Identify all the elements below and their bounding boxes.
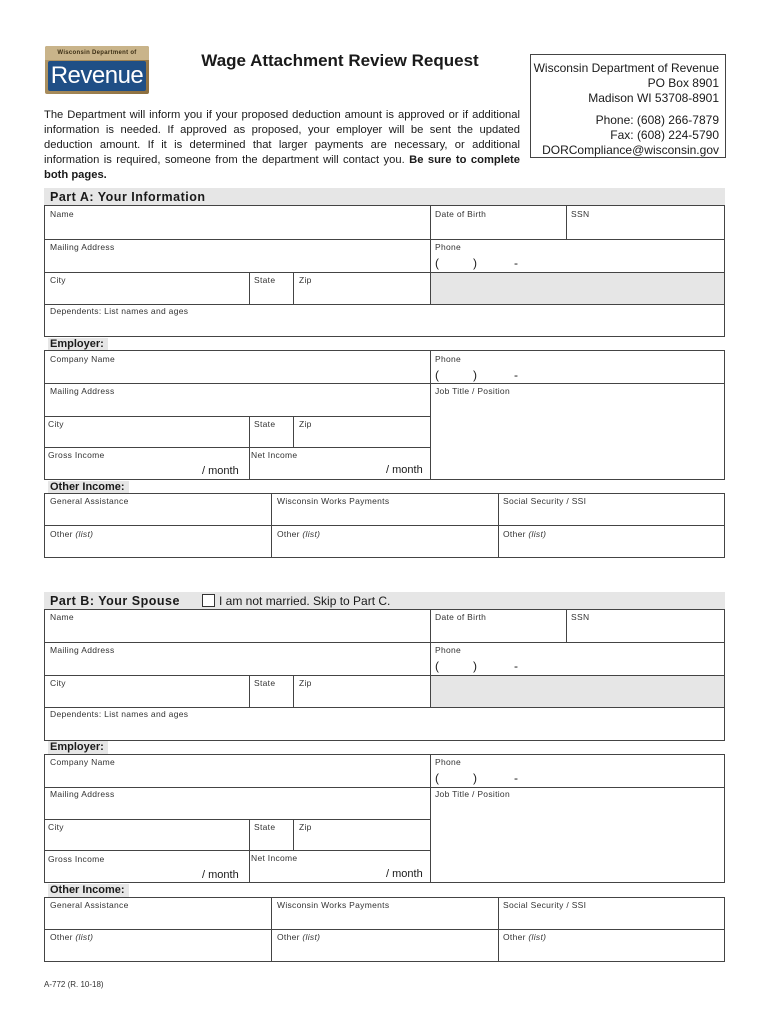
part-b-title: Part B: Your Spouse [50,594,180,608]
b-ss-label: Social Security / SSI [503,900,587,910]
a-other-income-heading: Other Income: [48,481,129,494]
b-job-field[interactable] [430,787,725,883]
a-emp-phone-label: Phone [435,354,462,364]
b-job-label: Job Title / Position [435,789,510,799]
a-phone-paren-close: ) [473,256,477,270]
a-ssn-field[interactable] [566,205,725,240]
a-net-month: / month [386,464,423,476]
part-a-title: Part A: Your Information [50,190,206,204]
b-zip-label: Zip [299,678,312,688]
form-number: A-772 (R. 10-18) [44,980,104,989]
b-gross-label: Gross Income [48,854,105,864]
b-emp-paren-close: ) [473,771,477,785]
logo-main-text: Revenue [48,61,146,91]
a-net-label: Net Income [251,450,298,460]
a-job-label: Job Title / Position [435,386,510,396]
part-a-header [44,188,725,206]
b-company-label: Company Name [50,757,116,767]
a-phone-label: Phone [435,242,462,252]
a-job-field[interactable] [430,383,725,480]
b-net-label: Net Income [251,853,298,863]
a-emp-mailing-label: Mailing Address [50,386,115,396]
a-name-label: Name [50,209,74,219]
a-mailing-label: Mailing Address [50,242,115,252]
b-phone-paren-close: ) [473,659,477,673]
b-name-field[interactable] [44,609,431,643]
address-line-3: Madison WI 53708-8901 [588,91,719,105]
a-ww-label: Wisconsin Works Payments [277,496,390,506]
a-emp-paren-open: ( [435,368,439,382]
a-company-label: Company Name [50,354,116,364]
fax-line: Fax: (608) 224-5790 [610,128,719,142]
a-ss-label: Social Security / SSI [503,496,587,506]
a-gross-month: / month [202,465,239,477]
a-zip-field[interactable] [293,272,431,305]
a-employer-heading: Employer: [48,338,108,351]
b-other3-label: Other (list) [503,932,547,942]
a-ga-label: General Assistance [50,496,129,506]
b-other-income-heading: Other Income: [48,884,129,897]
a-phone-paren-open: ( [435,256,439,270]
b-emp-city-label: City [48,822,64,832]
b-employer-heading: Employer: [48,741,108,754]
b-ssn-field[interactable] [566,609,725,643]
a-gross-label: Gross Income [48,450,105,460]
a-dependents-label: Dependents: List names and ages [50,306,189,316]
a-name-field[interactable] [44,205,431,240]
a-city-label: City [50,275,66,285]
b-gray-block [430,675,725,708]
a-other1-label: Other (list) [50,529,94,539]
phone-line: Phone: (608) 266-7879 [595,113,719,127]
a-emp-zip-field[interactable] [293,416,431,448]
b-emp-zip-label: Zip [299,822,312,832]
address-line-1: Wisconsin Department of Revenue [533,61,719,75]
not-married-label: I am not married. Skip to Part C. [219,594,391,608]
b-emp-mailing-label: Mailing Address [50,789,115,799]
b-gross-month: / month [202,869,239,881]
logo-top-text: Wisconsin Department of [45,46,149,60]
b-emp-dash: - [514,771,518,785]
b-state-label: State [254,678,276,688]
a-emp-zip-label: Zip [299,419,312,429]
b-phone-label: Phone [435,645,462,655]
b-net-month: / month [386,868,423,880]
email-line: DORCompliance@wisconsin.gov [542,143,719,157]
not-married-checkbox[interactable] [202,594,215,607]
a-ssn-label: SSN [571,209,590,219]
b-emp-zip-field[interactable] [293,819,431,851]
b-ww-label: Wisconsin Works Payments [277,900,390,910]
b-dependents-label: Dependents: List names and ages [50,709,189,719]
b-emp-phone-label: Phone [435,757,462,767]
a-emp-dash: - [514,368,518,382]
a-emp-city-field[interactable] [44,416,250,448]
b-other1-label: Other (list) [50,932,94,942]
b-city-field[interactable] [44,675,250,708]
address-line-2: PO Box 8901 [647,76,719,90]
b-emp-paren-open: ( [435,771,439,785]
page-title: Wage Attachment Review Request [201,51,479,70]
a-emp-city-label: City [48,419,64,429]
a-gray-block [430,272,725,305]
intro-body: The Department will inform you if your proposed deduction amount is approved or if additional information is needed. If approved as proposed, your employer will be sent the updated deduction amount. If it is determined that larger payments are necessary, or additional information is required, someone from the department will contact you. [44,109,520,166]
a-zip-label: Zip [299,275,312,285]
a-other2-label: Other (list) [277,529,321,539]
intro-bold: Be sure to complete both pages. [44,154,521,181]
intro-text [44,108,520,183]
b-ssn-label: SSN [571,612,590,622]
a-city-field[interactable] [44,272,250,305]
b-ga-label: General Assistance [50,900,129,910]
b-emp-city-field[interactable] [44,819,250,851]
a-other3-label: Other (list) [503,529,547,539]
b-city-label: City [50,678,66,688]
a-phone-dash: - [514,256,518,270]
a-emp-state-label: State [254,419,276,429]
b-mailing-label: Mailing Address [50,645,115,655]
b-other2-label: Other (list) [277,932,321,942]
a-emp-paren-close: ) [473,368,477,382]
a-state-label: State [254,275,276,285]
a-dob-label: Date of Birth [435,209,487,219]
b-name-label: Name [50,612,74,622]
b-phone-dash: - [514,659,518,673]
b-emp-state-label: State [254,822,276,832]
b-zip-field[interactable] [293,675,431,708]
address-box [530,54,726,158]
b-phone-paren-open: ( [435,659,439,673]
b-dob-label: Date of Birth [435,612,487,622]
